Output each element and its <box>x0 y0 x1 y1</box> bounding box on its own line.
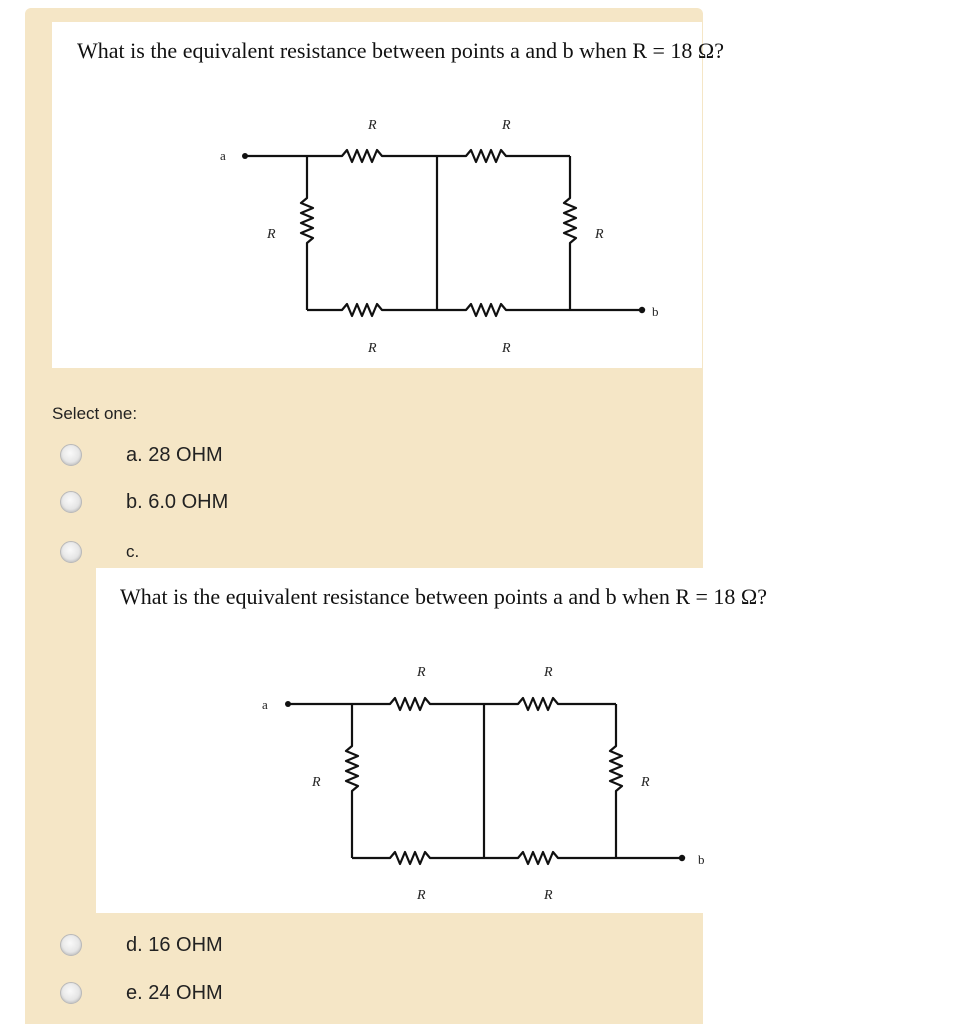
option-e[interactable] <box>60 978 223 1008</box>
question-text: What is the equivalent resistance between points a and b when R = 18 Ω? <box>77 38 725 63</box>
question-figure-duplicate <box>96 568 966 913</box>
radio-button[interactable] <box>60 444 82 466</box>
resistor-label: R <box>368 341 377 356</box>
option-label: d. 16 OHM <box>126 933 223 956</box>
terminal-b <box>679 855 685 861</box>
option-label: b. 6.0 OHM <box>126 490 229 513</box>
radio-button[interactable] <box>60 934 82 956</box>
point-a-label: a <box>262 697 268 712</box>
circuit-diagram <box>96 568 966 913</box>
resistor-label: R <box>417 665 426 680</box>
terminal-a <box>242 153 248 159</box>
resistor-label: R <box>502 118 511 133</box>
option-b[interactable] <box>60 487 228 517</box>
resistor-label: R <box>417 888 426 903</box>
resistor-label: R <box>641 775 650 790</box>
resistor-label: R <box>502 341 511 356</box>
point-b-label: b <box>652 304 659 319</box>
radio-button[interactable] <box>60 491 82 513</box>
option-label: c. <box>126 542 140 561</box>
point-a-label: a <box>220 148 226 163</box>
terminal-b <box>639 307 645 313</box>
option-label: a. 28 OHM <box>126 443 223 466</box>
question-text: What is the equivalent resistance between points a and b when R = 18 Ω? <box>120 584 768 609</box>
resistor-label: R <box>595 227 604 242</box>
resistor-label: R <box>544 665 553 680</box>
question-figure <box>52 22 725 368</box>
select-one-label: Select one: <box>52 404 138 423</box>
option-d[interactable] <box>60 930 223 960</box>
option-a[interactable] <box>60 440 223 470</box>
option-label: e. 24 OHM <box>126 981 223 1004</box>
terminal-a <box>285 701 291 707</box>
circuit-diagram <box>52 22 702 368</box>
point-b-label: b <box>698 852 705 867</box>
resistor-label: R <box>368 118 377 133</box>
resistor-label: R <box>312 775 321 790</box>
option-c[interactable] <box>60 537 139 567</box>
radio-button[interactable] <box>60 541 82 563</box>
resistor-label: R <box>544 888 553 903</box>
resistor-label: R <box>267 227 276 242</box>
radio-button[interactable] <box>60 982 82 1004</box>
